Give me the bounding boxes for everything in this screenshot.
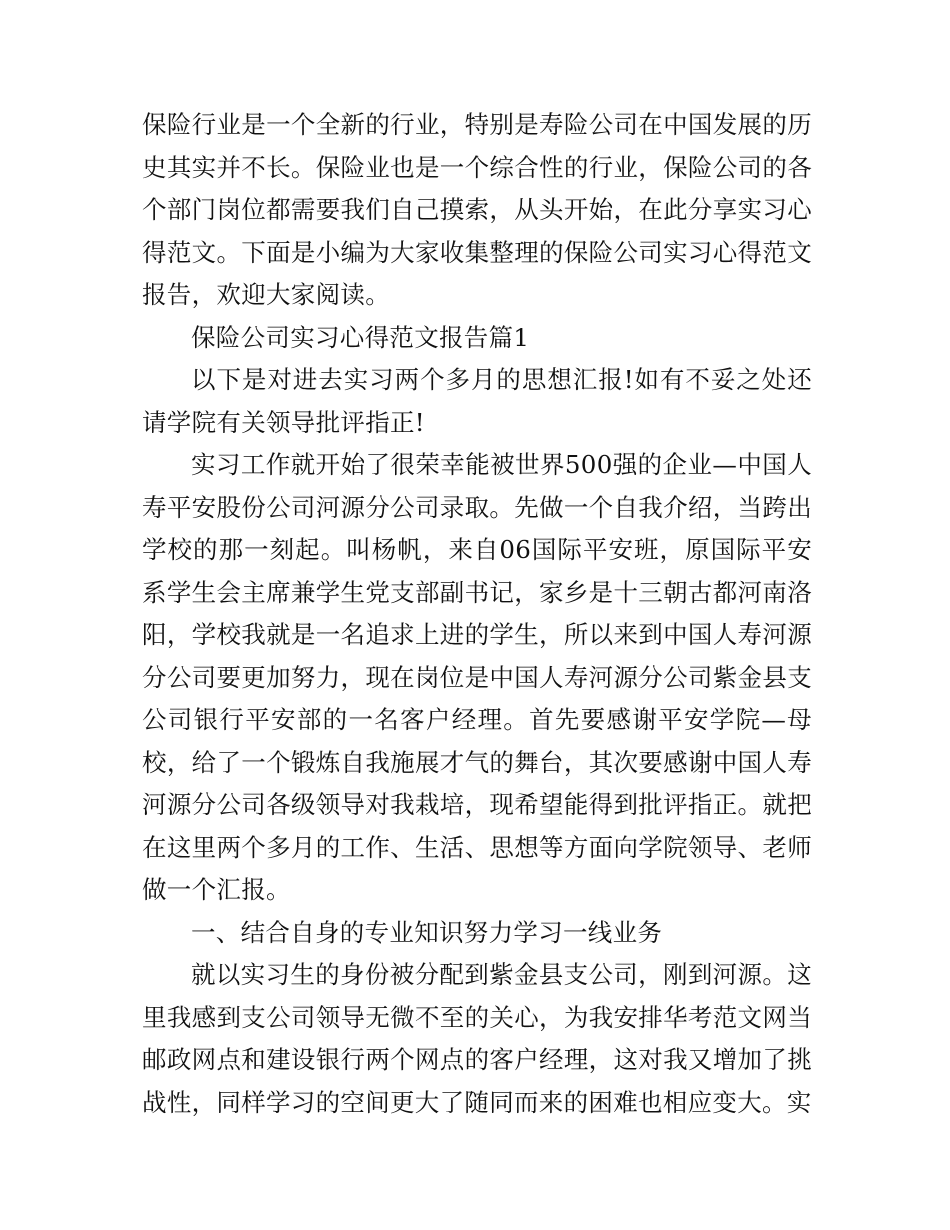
intro-paragraph: 保险行业是一个全新的行业，特别是寿险公司在中国发展的历史其实并不长。保险业也是一个综合性的行业，保险公司的各个部门岗位都需要我们自己摸索，从头开始，在此分享实习心得范文。下面是小编为大家收集整理的保险公司实习心得范文报告，欢迎大家阅读。 <box>142 110 812 309</box>
document-body <box>142 104 812 1124</box>
body-paragraph: 实习工作就开始了很荣幸能被世界500强的企业—中国人寿平安股份公司河源分公司录取。先做一个自我介绍，当跨出学校的那一刻起。叫杨帆，来自06国际平安班，原国际平安系学生会主席兼学生党支部副书记，家乡是十三朝古都河南洛阳，学校我就是一名追求上进的学生，所以来到中国人寿河源分公司要更加努力，现在岗位是中国人寿河源分公司紫金县支公司银行平安部的一名客户经理。首先要感谢平安学院—母校，给了一个锻炼自我施展才气的舞台，其次要感谢中国人寿河源分公司各级领导对我栽培，现希望能得到批评指正。就把在这里两个多月的工作、生活、思想等方面向学院领导、老师做一个汇报。 <box>142 450 812 904</box>
body-paragraph: 就以实习生的身份被分配到紫金县支公司，刚到河源。这里我感到支公司领导无微不至的关心，为我安排华考范文网当邮政网点和建设银行两个网点的客户经理，这对我又增加了挑战性，同样学习的空间更大了随同而来的困难也相应变大。实 <box>142 960 812 1117</box>
body-paragraph: 以下是对进去实习两个多月的思想汇报!如有不妥之处还请学院有关领导批评指正! <box>142 365 812 437</box>
section-heading-part-1: 保险公司实习心得范文报告篇1 <box>191 322 530 352</box>
section-heading-study-business: 一、结合自身的专业知识努力学习一线业务 <box>191 917 663 947</box>
